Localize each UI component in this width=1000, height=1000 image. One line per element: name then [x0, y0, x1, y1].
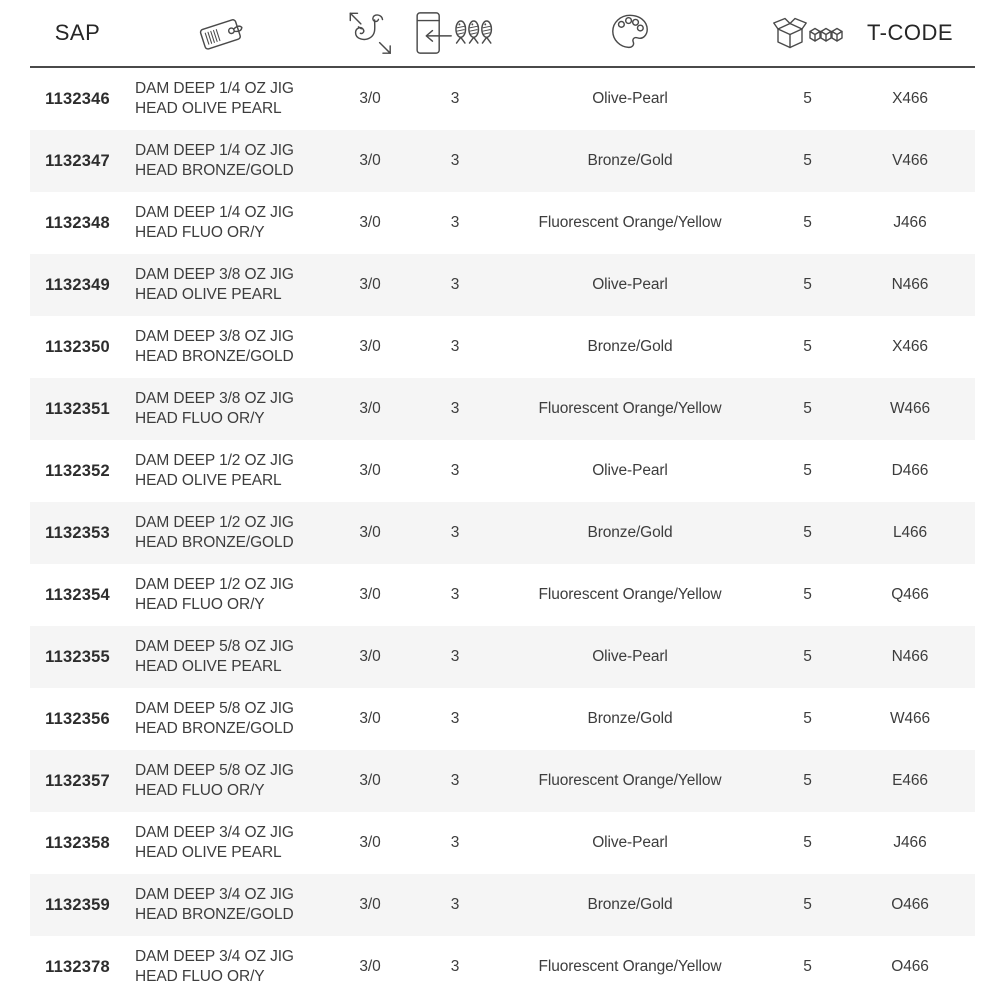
product-name-cell: DAM DEEP 3/8 OZ JIG HEAD BRONZE/GOLD — [135, 327, 294, 365]
tcode-cell: W466 — [889, 400, 931, 417]
quantity-cell: 3 — [450, 90, 460, 107]
quantity-cell: 3 — [450, 152, 460, 169]
quantity-cell: 3 — [450, 710, 460, 727]
hook-size-cell: 3/0 — [359, 462, 381, 479]
tcode-cell: X466 — [892, 90, 928, 107]
color-cell: Fluorescent Orange/Yellow — [538, 214, 722, 231]
tcode-cell: O466 — [891, 958, 929, 975]
sap-cell: 1132350 — [45, 337, 110, 356]
column-header-color — [490, 11, 770, 55]
pack-quantity-cell: 5 — [803, 772, 812, 789]
quantity-cell: 3 — [450, 462, 460, 479]
column-header-tcode — [845, 20, 975, 46]
hook-size-cell: 3/0 — [359, 772, 381, 789]
table-row — [30, 874, 975, 936]
table-row — [30, 440, 975, 502]
column-header-quantity — [420, 10, 490, 56]
quantity-cell: 3 — [450, 834, 460, 851]
pack-quantity-cell: 5 — [803, 524, 812, 541]
quantity-cell: 3 — [450, 276, 460, 293]
product-name-cell: DAM DEEP 5/8 OZ JIG HEAD FLUO OR/Y — [135, 761, 294, 799]
color-cell: Bronze/Gold — [587, 338, 673, 355]
hook-size-cell: 3/0 — [359, 896, 381, 913]
color-cell: Fluorescent Orange/Yellow — [538, 772, 722, 789]
tcode-cell: X466 — [892, 338, 928, 355]
quantity-cell: 3 — [450, 524, 460, 541]
sap-cell: 1132359 — [45, 895, 110, 914]
pack-quantity-cell: 5 — [803, 338, 812, 355]
pack-quantity-cell: 5 — [803, 152, 812, 169]
table-row — [30, 130, 975, 192]
sap-cell: 1132356 — [45, 709, 110, 728]
pack-quantity-cell: 5 — [803, 276, 812, 293]
hook-size-cell: 3/0 — [359, 958, 381, 975]
tcode-cell: O466 — [891, 896, 929, 913]
column-header-product-name — [125, 11, 320, 55]
hook-size-cell: 3/0 — [359, 648, 381, 665]
sap-cell: 1132353 — [45, 523, 110, 542]
tcode-cell: Q466 — [891, 586, 929, 603]
table-row — [30, 192, 975, 254]
quantity-cell: 3 — [450, 648, 460, 665]
product-name-cell: DAM DEEP 5/8 OZ JIG HEAD OLIVE PEARL — [135, 637, 294, 675]
pack-quantity-cell: 5 — [803, 462, 812, 479]
column-header-hook-size — [320, 8, 420, 58]
hook-size-cell: 3/0 — [359, 400, 381, 417]
sap-cell: 1132349 — [45, 275, 110, 294]
tcode-cell: E466 — [892, 772, 928, 789]
column-header-carton — [770, 13, 845, 53]
product-name-cell: DAM DEEP 3/8 OZ JIG HEAD OLIVE PEARL — [135, 265, 294, 303]
table-row — [30, 750, 975, 812]
table-row — [30, 68, 975, 130]
hook-size-cell: 3/0 — [359, 152, 381, 169]
table-row — [30, 936, 975, 998]
tcode-cell: V466 — [892, 152, 928, 169]
color-cell: Olive-Pearl — [592, 90, 668, 107]
barcode-tag-icon — [194, 11, 252, 55]
pack-quantity-cell: 5 — [803, 958, 812, 975]
table-row — [30, 254, 975, 316]
quantity-cell: 3 — [450, 772, 460, 789]
color-cell: Olive-Pearl — [592, 648, 668, 665]
quantity-cell: 3 — [450, 214, 460, 231]
color-cell: Bronze/Gold — [587, 152, 673, 169]
tcode-cell: N466 — [891, 276, 929, 293]
tcode-cell: W466 — [889, 710, 931, 727]
color-cell: Bronze/Gold — [587, 896, 673, 913]
pack-quantity-cell: 5 — [803, 214, 812, 231]
color-cell: Bronze/Gold — [587, 710, 673, 727]
color-cell: Olive-Pearl — [592, 834, 668, 851]
tcode-cell: N466 — [891, 648, 929, 665]
product-name-cell: DAM DEEP 1/4 OZ JIG HEAD FLUO OR/Y — [135, 203, 294, 241]
product-name-cell: DAM DEEP 3/4 OZ JIG HEAD BRONZE/GOLD — [135, 885, 294, 923]
quantity-cell: 3 — [450, 586, 460, 603]
hook-size-cell: 3/0 — [359, 710, 381, 727]
pack-quantity-cell: 5 — [803, 648, 812, 665]
tcode-cell: L466 — [892, 524, 928, 541]
hook-size-cell: 3/0 — [359, 276, 381, 293]
product-name-cell: DAM DEEP 5/8 OZ JIG HEAD BRONZE/GOLD — [135, 699, 294, 737]
sap-cell: 1132378 — [45, 957, 110, 976]
color-cell: Fluorescent Orange/Yellow — [538, 586, 722, 603]
sap-column-label: SAP — [54, 20, 101, 45]
hook-size-cell: 3/0 — [359, 834, 381, 851]
sap-cell: 1132348 — [45, 213, 110, 232]
product-table — [30, 0, 975, 998]
tcode-cell: J466 — [893, 214, 927, 231]
table-header-row — [30, 0, 975, 68]
table-row — [30, 626, 975, 688]
product-name-cell: DAM DEEP 1/2 OZ JIG HEAD BRONZE/GOLD — [135, 513, 294, 551]
pack-quantity-cell: 5 — [803, 710, 812, 727]
sap-cell: 1132352 — [45, 461, 110, 480]
hook-size-cell: 3/0 — [359, 90, 381, 107]
pack-quantity-cell: 5 — [803, 90, 812, 107]
product-name-cell: DAM DEEP 3/4 OZ JIG HEAD OLIVE PEARL — [135, 823, 294, 861]
table-row — [30, 688, 975, 750]
hook-size-icon — [345, 8, 395, 58]
pack-quantity-cell: 5 — [803, 586, 812, 603]
sap-cell: 1132358 — [45, 833, 110, 852]
product-name-cell: DAM DEEP 3/8 OZ JIG HEAD FLUO OR/Y — [135, 389, 294, 427]
pack-quantity-cell: 5 — [803, 400, 812, 417]
table-row — [30, 378, 975, 440]
tcode-cell: D466 — [891, 462, 929, 479]
color-cell: Bronze/Gold — [587, 524, 673, 541]
color-cell: Olive-Pearl — [592, 276, 668, 293]
sap-cell: 1132354 — [45, 585, 110, 604]
sap-cell: 1132351 — [45, 399, 110, 418]
hook-size-cell: 3/0 — [359, 524, 381, 541]
color-palette-icon — [608, 11, 652, 55]
product-name-cell: DAM DEEP 1/4 OZ JIG HEAD BRONZE/GOLD — [135, 141, 294, 179]
pack-quantity-cell: 5 — [803, 834, 812, 851]
table-row — [30, 502, 975, 564]
sap-cell: 1132355 — [45, 647, 110, 666]
color-cell: Fluorescent Orange/Yellow — [538, 958, 722, 975]
tcode-cell: J466 — [893, 834, 927, 851]
table-row — [30, 812, 975, 874]
quantity-cell: 3 — [450, 958, 460, 975]
table-row — [30, 564, 975, 626]
color-cell: Fluorescent Orange/Yellow — [538, 400, 722, 417]
sap-cell: 1132346 — [45, 89, 110, 108]
quantity-cell: 3 — [450, 896, 460, 913]
carton-boxes-icon — [773, 13, 843, 53]
product-name-cell: DAM DEEP 3/4 OZ JIG HEAD FLUO OR/Y — [135, 947, 294, 985]
table-body — [30, 68, 975, 998]
table-row — [30, 316, 975, 378]
pack-quantity-cell: 5 — [803, 896, 812, 913]
product-name-cell: DAM DEEP 1/2 OZ JIG HEAD FLUO OR/Y — [135, 575, 294, 613]
tcode-column-label: T-CODE — [866, 20, 954, 45]
hook-size-cell: 3/0 — [359, 338, 381, 355]
sap-cell: 1132347 — [45, 151, 110, 170]
sap-cell: 1132357 — [45, 771, 110, 790]
color-cell: Olive-Pearl — [592, 462, 668, 479]
quantity-cell: 3 — [450, 338, 460, 355]
column-header-sap — [30, 20, 125, 46]
hook-size-cell: 3/0 — [359, 586, 381, 603]
fish-per-pack-icon — [414, 10, 496, 56]
hook-size-cell: 3/0 — [359, 214, 381, 231]
product-name-cell: DAM DEEP 1/4 OZ JIG HEAD OLIVE PEARL — [135, 79, 294, 117]
quantity-cell: 3 — [450, 400, 460, 417]
product-name-cell: DAM DEEP 1/2 OZ JIG HEAD OLIVE PEARL — [135, 451, 294, 489]
